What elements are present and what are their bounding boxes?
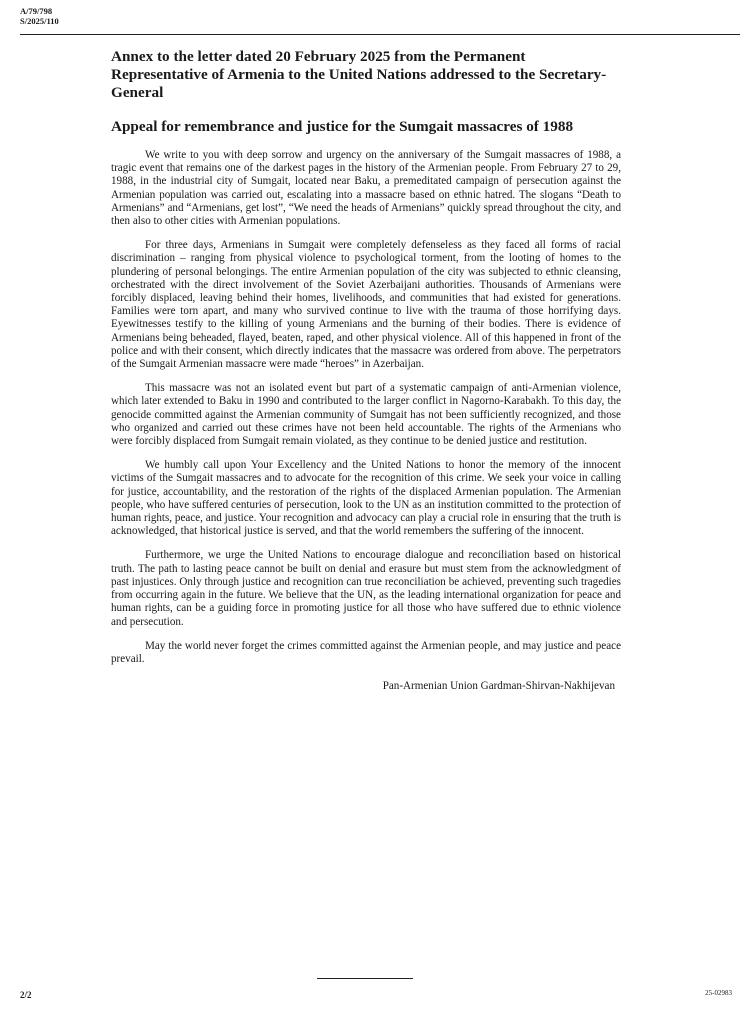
page-number: 2/2: [20, 990, 32, 1000]
paragraph-1: We write to you with deep sorrow and urgency on the anniversary of the Sumgait massacres of 1988, a tragic event that remains one of the darkest pages in the history of the Armenian people. From February 27 to 29, 1988, in the industrial city of Sumgait, located near Baku, a premeditated campaign of persecution against the Armenian population was carried out, escalating into a massacre based on ethnic hatred. The slogans “Death to Armenians” and “Armenians, get lost”, “We need the heads of Armenians” quickly spread throughout the city, and then also to other cities with Armenian populations.: [111, 149, 621, 228]
paragraph-6: May the world never forget the crimes committed against the Armenian people, and may justice and peace prevail.: [111, 639, 621, 665]
paragraph-2: For three days, Armenians in Sumgait were completely defenseless as they faced all forms of racial discrimination – ranging from physical violence to psychological torment, from the looting of homes to the plundering of personal belongings. The entire Armenian population of the city was subjected to ethnic cleansing, orchestrated with the direct involvement of the Soviet Azerbaijani authorities. Thousands of Armenians were forcibly displaced, leaving behind their homes, livelihoods, and communities that had existed for generations. Families were torn apart, and many who survived continue to live with the trauma of those horrifying days. Eyewitnesses testify to the killing of young Armenians and the burning of their bodies. There is evidence of Armenians being beheaded, flayed, beaten, raped, and other physical violence. All of this happened in front of the police and with their consent, which directly indicates that the massacre was ordered from above. The perpetrators of the Sumgait Armenian massacre were made “heroes” in Azerbaijan.: [111, 239, 621, 371]
document-body: [111, 48, 621, 693]
appeal-subtitle: Appeal for remembrance and justice for the Sumgait massacres of 1988: [111, 118, 574, 135]
end-of-document-rule: [317, 978, 413, 979]
paragraph-5: Furthermore, we urge the United Nations to encourage dialogue and reconciliation based on historical truth. The path to lasting peace cannot be built on denial and erasure but must stem from the acknowledgment of past injustices. Only through justice and recognition can true reconciliation be achieved, preventing such tragedies from occurring again in the future. We believe that the UN, as the leading international organization for peace and human rights, can be a guiding force in promoting justice for all those who have suffered due to ethnic violence and persecution.: [111, 549, 621, 628]
paragraph-3: This massacre was not an isolated event but part of a systematic campaign of anti-Armenian violence, which later extended to Baku in 1990 and contributed to the larger conflict in Nagorno-Karabakh. To this day, the genocide committed against the Armenian community of Sumgait has not been sufficiently recognized, and those who organized and carried out these crimes have not been held accountable. The rights of the Armenians who were forcibly displaced from Sumgait remain violated, as they continue to be denied justice and restitution.: [111, 382, 621, 448]
document-symbols: [20, 6, 59, 26]
annex-title: Annex to the letter dated 20 February 2025 from the Permanent Representative of Armenia to the United Nations addressed to the Secretary-General: [111, 48, 607, 101]
symbol-security-council: S/2025/110: [20, 16, 59, 26]
signatory: Pan-Armenian Union Gardman-Shirvan-Nakhijevan: [382, 680, 615, 693]
document-code: 25-02983: [705, 989, 732, 997]
header-divider: [20, 34, 740, 35]
symbol-general-assembly: A/79/798: [20, 6, 53, 16]
paragraph-4: We humbly call upon Your Excellency and the United Nations to honor the memory of the innocent victims of the Sumgait massacres and to advocate for the recognition of this crime. We seek your voice in calling for justice, accountability, and the restoration of the rights of the displaced Armenian population. The Armenian people, who have suffered centuries of persecution, look to the UN as an institution committed to the protection of human rights, peace, and justice. Your recognition and advocacy can play a crucial role in ensuring that the truth is acknowledged, that historical justice is served, and that the world remembers the suffering of the innocent.: [111, 459, 621, 538]
